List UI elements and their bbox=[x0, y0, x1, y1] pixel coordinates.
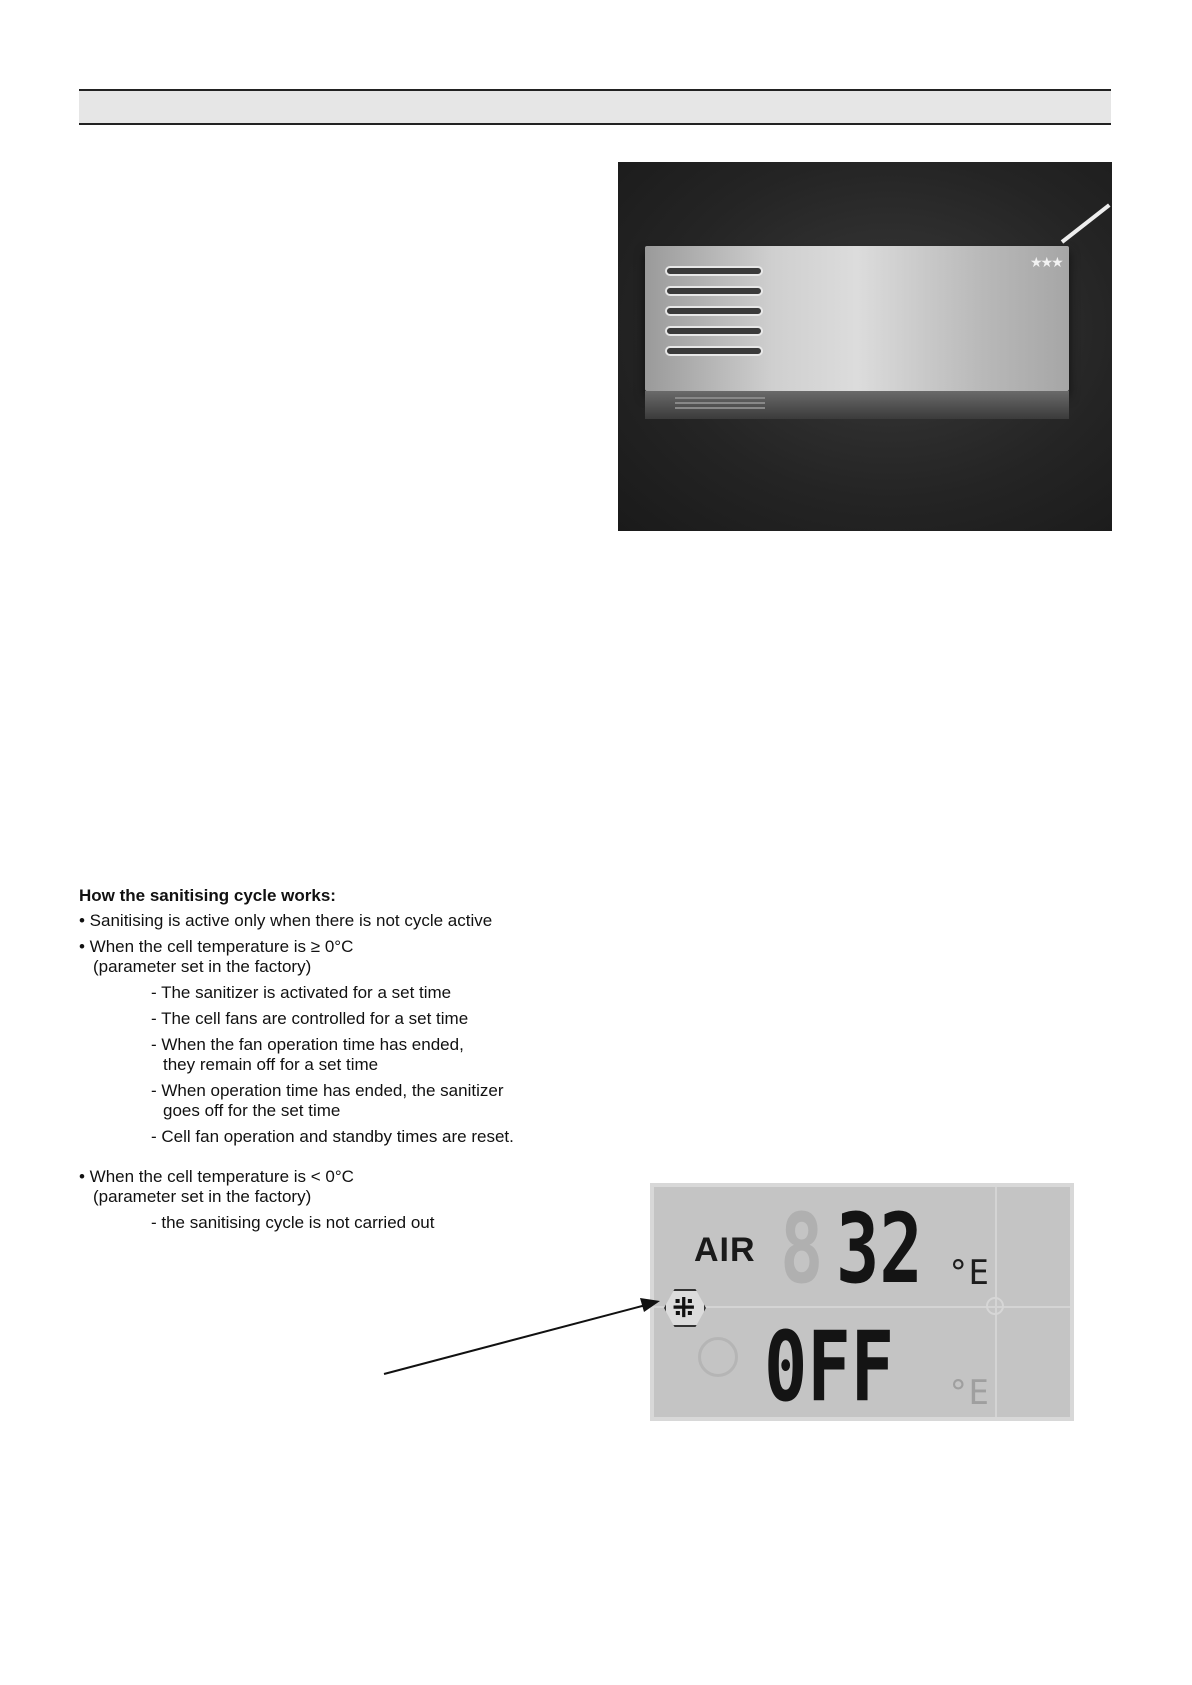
step-item: - The sanitizer is activated for a set time bbox=[151, 983, 452, 1002]
bullet-continuation: (parameter set in the factory) bbox=[93, 957, 312, 976]
step-item: - When operation time has ended, the sanitizer bbox=[151, 1081, 504, 1100]
temperature-value: 32 bbox=[836, 1193, 923, 1305]
step-continuation: they remain off for a set time bbox=[163, 1055, 379, 1074]
status-value: 0FF bbox=[764, 1311, 895, 1423]
sanitizer-symbol-icon: ⁜ bbox=[672, 1291, 696, 1324]
arrow-head bbox=[640, 1298, 660, 1312]
temperature-unit: °E bbox=[948, 1253, 989, 1293]
ghost-digit: 8 bbox=[780, 1193, 824, 1305]
status-unit: °E bbox=[948, 1373, 989, 1413]
bullet-text: • When the cell temperature is < 0°C bbox=[79, 1167, 354, 1186]
step-continuation: goes off for the set time bbox=[163, 1101, 341, 1120]
bullet-continuation: (parameter set in the factory) bbox=[93, 1187, 312, 1206]
device-star-marking: ★★★ bbox=[1030, 254, 1062, 270]
step-item: - the sanitising cycle is not carried out bbox=[151, 1213, 435, 1232]
bullet-text: • When the cell temperature is ≥ 0°C bbox=[79, 937, 354, 956]
air-label: AIR bbox=[694, 1231, 756, 1269]
step-item: - The cell fans are controlled for a set time bbox=[151, 1009, 469, 1028]
step-item: - Cell fan operation and standby times are reset. bbox=[151, 1127, 514, 1146]
section-title: How the sanitising cycle works: bbox=[79, 886, 336, 905]
bullet-text: • Sanitising is active only when there is not cycle active bbox=[79, 911, 493, 930]
step-item: - When the fan operation time has ended, bbox=[151, 1035, 464, 1054]
arrow-line bbox=[384, 1305, 646, 1374]
